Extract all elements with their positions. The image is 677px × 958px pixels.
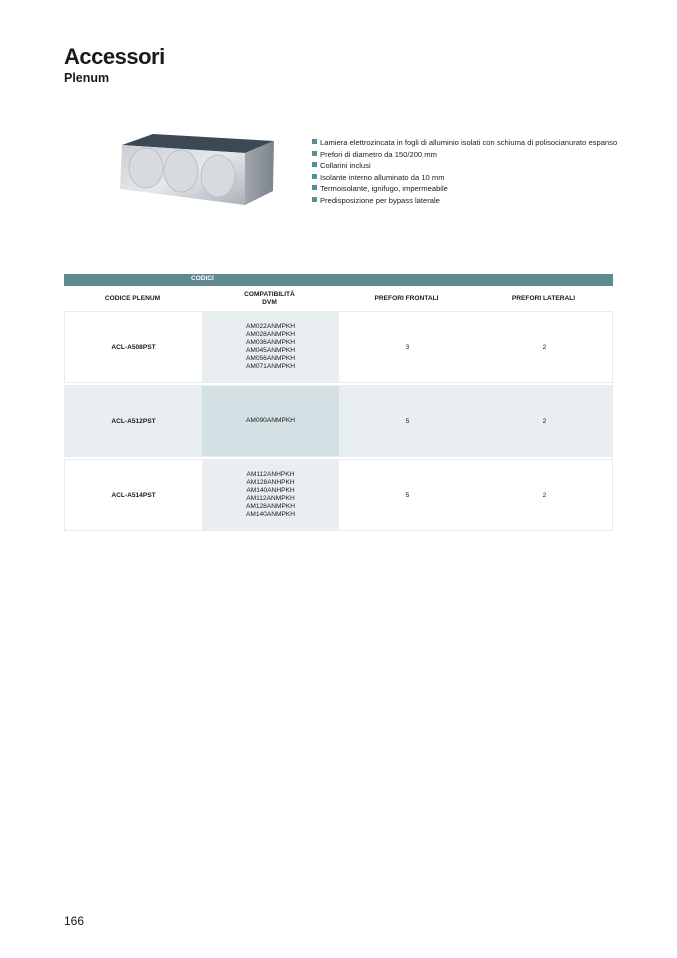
compatibility-cell: AM090ANMPKH [202,386,339,456]
plenum-product-image [112,133,274,207]
table-row [64,311,613,383]
compatibility-cell: AM112ANHPKH AM128ANHPKH AM140ANHPKH AM112ANMPKH AM128ANMPKH AM140ANMPKH [202,460,339,530]
bullet-square-icon [312,162,317,167]
column-header-codice-plenum: CODICE PLENUM [104,295,161,302]
bullet-square-icon [312,151,317,156]
feature-list [312,137,617,207]
feature-item: Lamiera elettrozincata in fogli di alluminio isolati con schiuma di polisocianurato espanso [312,137,617,149]
page-number: 166 [64,914,85,928]
plenum-code-cell: ACL-A514PST [111,491,156,499]
table-row [64,385,613,457]
front-holes-cell: 5 [405,491,410,499]
table-section-band [64,274,613,286]
page-subtitle: Plenum [64,71,110,85]
feature-item: Prefori di diametro da 150/200 mm [312,149,617,161]
side-holes-cell: 2 [542,343,547,351]
feature-item: Predisposizione per bypass laterale [312,195,617,207]
bullet-square-icon [312,139,317,144]
column-header-compatibilita: COMPATIBILITÀ DVM [244,291,295,306]
feature-item: Collarini inclusi [312,160,617,172]
column-header-prefori-frontali: PREFORI FRONTALI [374,295,439,302]
bullet-square-icon [312,197,317,202]
feature-item: Isolante interno alluminato da 10 mm [312,172,617,184]
table-section-label: CODICI [191,275,214,282]
column-header-prefori-laterali: PREFORI LATERALI [511,295,576,302]
table-row [64,459,613,531]
side-holes-cell: 2 [542,417,547,425]
plenum-code-cell: ACL-A512PST [111,417,156,425]
side-holes-cell: 2 [542,491,547,499]
page-title: Accessori [64,44,165,69]
bullet-square-icon [312,185,317,190]
front-holes-cell: 5 [405,417,410,425]
bullet-square-icon [312,174,317,179]
feature-item: Termoisolante, ignifugo, impermeabile [312,183,617,195]
plenum-code-cell: ACL-A508PST [111,343,156,351]
front-holes-cell: 3 [405,343,410,351]
compatibility-cell: AM022ANMPKH AM028ANMPKH AM036ANMPKH AM045ANMPKH AM056ANMPKH AM071ANMPKH [202,312,339,382]
